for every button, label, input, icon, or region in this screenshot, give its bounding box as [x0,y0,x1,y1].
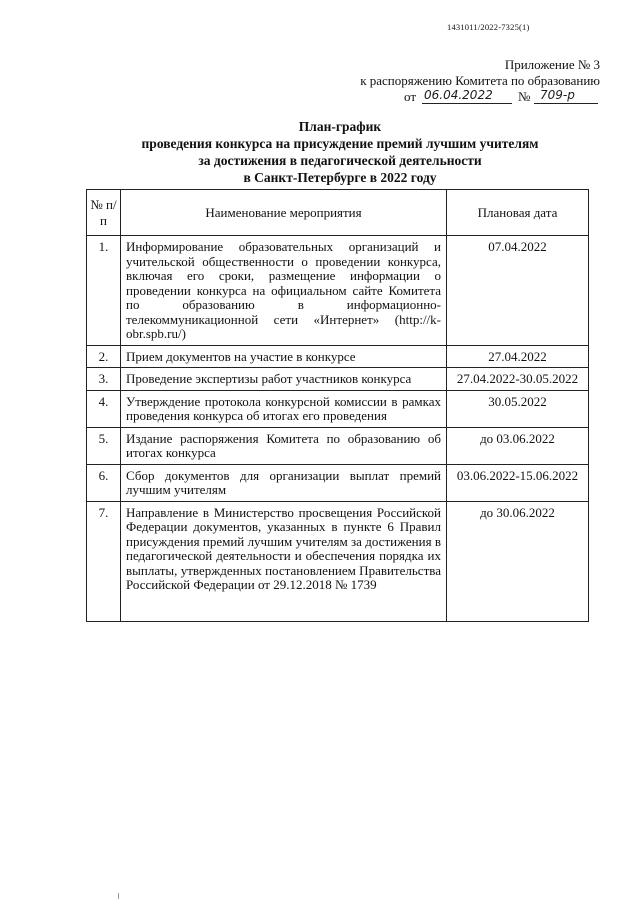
document-title [90,118,590,186]
row-date: 07.04.2022 [447,236,589,346]
number-label: № [518,89,531,104]
appendix-header [360,57,600,106]
header-number: № п/п [87,190,121,236]
header-planned-date: Плановая дата [447,190,589,236]
handwritten-date: 06.04.2022 [424,88,493,102]
row-description: Прием документов на участие в конкурсе [121,345,447,368]
row-description: Утверждение протокола конкурсной комиссии в рамках проведения конкурса об итогах его проведения [121,390,447,427]
row-date: 27.04.2022 [447,345,589,368]
document-registration-number: 1431011/2022-7325(1) [447,22,530,32]
row-description: Направление в Министерство просвещения Российской Федерации документов, указанных в пункте 6 Правил присуждения премий лучшим учителям за достижения в педагогической деятельности и обеспечения порядка их выплаты, утвержденных постановлением Правительства Российской Федерации от 29.12.2018 № 1739 [121,501,447,621]
appendix-title: Приложение № 3 [504,57,600,72]
appendix-reference: к распоряжению Комитета по образованию [360,73,600,88]
row-number: 1. [87,236,121,346]
from-label: от [404,89,417,104]
schedule-table [86,189,589,622]
row-date: 30.05.2022 [447,390,589,427]
table-row [87,501,589,621]
title-line-3: за достижения в педагогической деятельности [198,153,482,168]
handwritten-number: 709-р [540,88,575,102]
header-event-name: Наименование мероприятия [121,190,447,236]
table-row [87,464,589,501]
row-number: 4. [87,390,121,427]
row-description: Издание распоряжения Комитета по образованию об итогах конкурса [121,427,447,464]
title-line-4: в Санкт-Петербурге в 2022 году [243,170,437,185]
row-number: 3. [87,368,121,391]
row-description: Сбор документов для организации выплат премий лучшим учителям [121,464,447,501]
table-row [87,368,589,391]
row-number: 6. [87,464,121,501]
row-number: 2. [87,345,121,368]
page-margin-mark [118,893,119,899]
row-date: до 30.06.2022 [447,501,589,621]
row-date: 03.06.2022-15.06.2022 [447,464,589,501]
title-line-2: проведения конкурса на присуждение премий лучшим учителям [141,136,539,151]
table-row [87,390,589,427]
row-description: Информирование образовательных организаций и учительской общественности о проведении конкурса, включая его сроки, размещение информации о проведении конкурса на официальном сайте Комитета по образованию в информационно-телекоммуникационной сети «Интернет» (http://k-obr.spb.ru/) [121,236,447,346]
number-underline [534,103,598,104]
row-date: 27.04.2022-30.05.2022 [447,368,589,391]
row-description: Проведение экспертизы работ участников конкурса [121,368,447,391]
table-row [87,345,589,368]
table-row [87,236,589,346]
title-line-1: План-график [298,119,382,134]
row-number: 5. [87,427,121,464]
row-date: до 03.06.2022 [447,427,589,464]
appendix-date-number-line [400,89,600,106]
table-header-row [87,190,589,236]
date-underline [422,103,512,104]
row-number: 7. [87,501,121,621]
table-row [87,427,589,464]
